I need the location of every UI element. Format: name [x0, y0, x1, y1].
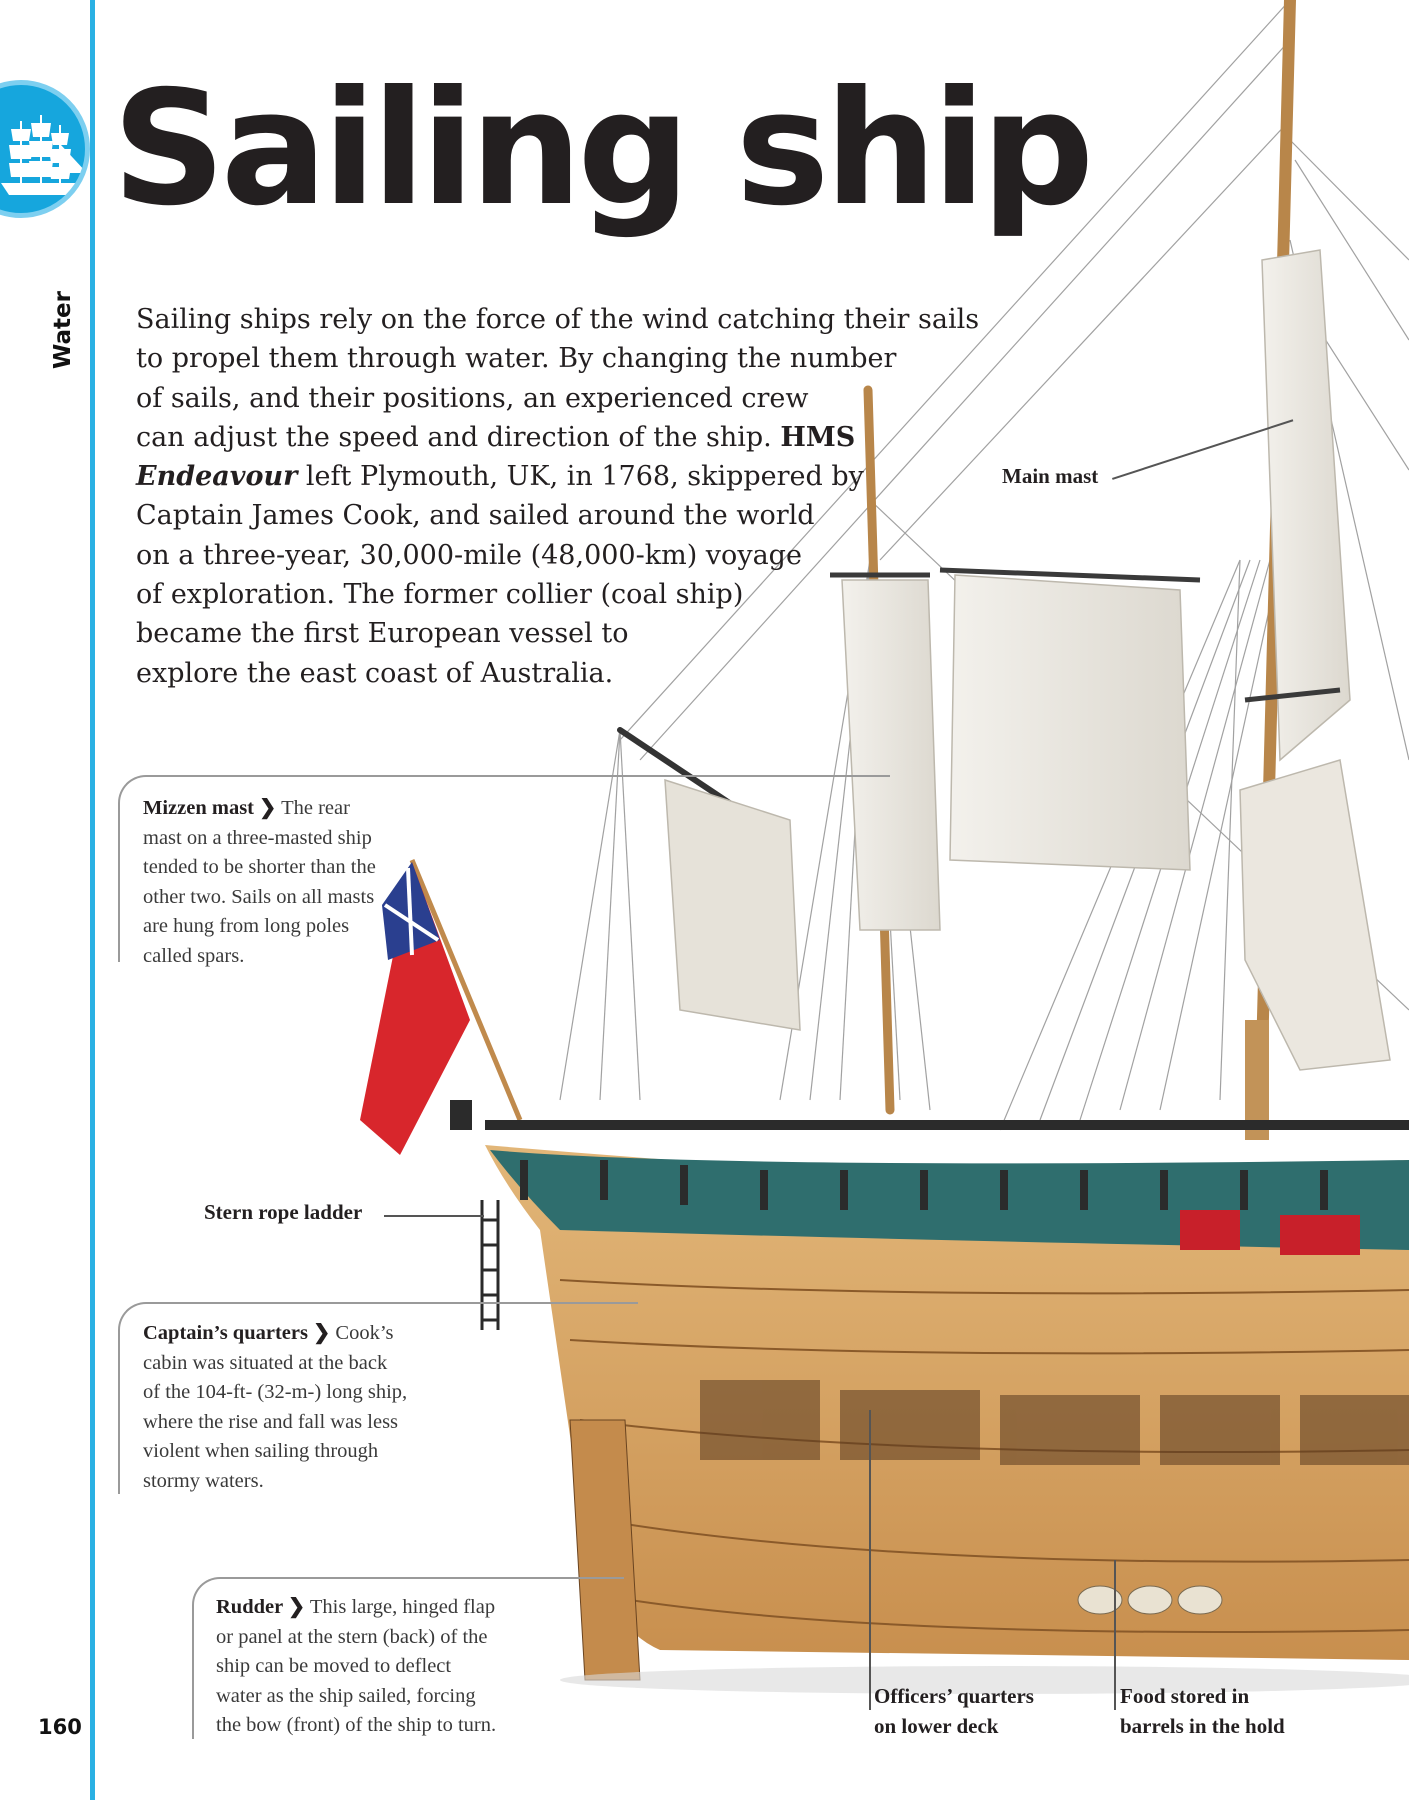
intro-line: on a three-year, 30,000-mile (48,000-km) voyage: [136, 539, 802, 571]
mizzen-mast-callout: [143, 794, 376, 972]
callout-line: of the 104-ft- (32-m-) long ship,: [143, 1381, 408, 1404]
officers-quarters-label: [874, 1681, 1034, 1741]
intro-line: Captain James Cook, and sailed around the world: [136, 500, 815, 532]
label-line: Officers’ quarters: [874, 1684, 1034, 1708]
label-line: Food stored in: [1120, 1684, 1250, 1708]
callout-heading: Rudder ❯: [216, 1596, 306, 1618]
callout-line: water as the ship sailed, forcing: [216, 1684, 476, 1707]
callout-line: are hung from long poles: [143, 915, 350, 938]
callout-line: ship can be moved to deflect: [216, 1655, 452, 1678]
intro-line-text: can adjust the speed and direction of the ship.: [136, 421, 772, 453]
intro-line-text: left Plymouth, UK, in 1768, skippered by: [297, 461, 864, 493]
intro-line: became the first European vessel to: [136, 618, 629, 650]
label-line: on lower deck: [874, 1714, 999, 1738]
callout-line: or panel at the stern (back) of the: [216, 1625, 488, 1648]
callout-line: mast on a three-masted ship: [143, 826, 372, 849]
section-label: Water: [50, 290, 76, 370]
intro-line: [136, 457, 966, 496]
intro-line: of sails, and their positions, an experienced crew: [136, 382, 809, 414]
food-stored-leader: [1114, 1560, 1116, 1710]
intro-paragraph: [136, 300, 980, 693]
callout-heading: Mizzen mast ❯: [143, 797, 277, 819]
callout-line: [143, 1319, 407, 1349]
callout-line: [216, 1593, 496, 1623]
intro-line: Sailing ships rely on the force of the wind catching their sails: [136, 304, 980, 335]
intro-line: of exploration. The former collier (coal ship): [136, 579, 744, 611]
captains-quarters-callout: [143, 1319, 407, 1497]
callout-line: where the rise and fall was less: [143, 1410, 399, 1433]
callout-text: This large, hinged flap: [305, 1596, 496, 1618]
intro-line: to propel them through water. By changing the number: [136, 343, 897, 375]
callout-line: other two. Sails on all masts: [143, 885, 375, 908]
stern-rope-ladder-label: Stern rope ladder: [204, 1200, 363, 1224]
stern-rope-ladder-leader: [384, 1215, 484, 1217]
rudder-callout: [216, 1593, 496, 1741]
page-title: Sailing ship: [112, 57, 1090, 241]
food-stored-label: [1120, 1681, 1285, 1741]
intro-line: explore the east coast of Australia.: [136, 657, 614, 689]
callout-line: cabin was situated at the back: [143, 1351, 388, 1374]
callout-heading: Captain’s quarters ❯: [143, 1322, 331, 1344]
label-line: barrels in the hold: [1120, 1714, 1285, 1738]
intro-line: [136, 418, 966, 457]
callout-line: stormy waters.: [143, 1469, 264, 1492]
officers-quarters-leader: [869, 1410, 871, 1710]
callout-line: called spars.: [143, 944, 245, 967]
ship-name: Endeavour: [136, 461, 298, 493]
page-number: 160: [38, 1715, 82, 1739]
callout-line: violent when sailing through: [143, 1440, 379, 1463]
callout-text: Cook’s: [330, 1322, 394, 1344]
callout-line: tended to be shorter than the: [143, 856, 376, 879]
main-mast-label: Main mast: [1002, 464, 1099, 488]
callout-text: The rear: [276, 797, 350, 819]
callout-line: [143, 794, 376, 824]
callout-line: the bow (front) of the ship to turn.: [216, 1714, 497, 1737]
ship-name-prefix: HMS: [780, 421, 856, 453]
